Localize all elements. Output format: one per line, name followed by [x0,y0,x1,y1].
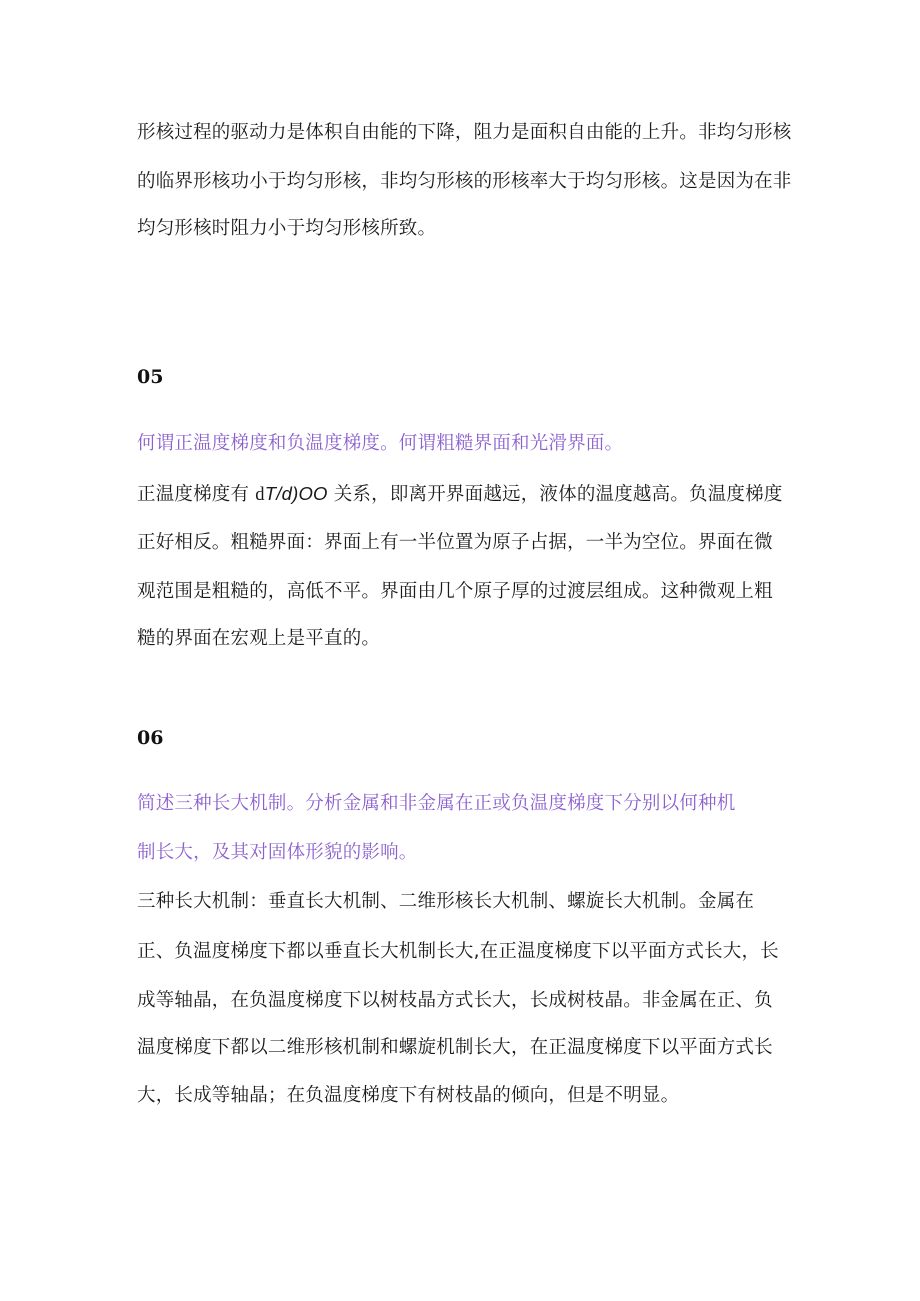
answer-05-formula: T/d)OO [264,483,328,504]
answer-06-line-3: 成等轴晶，在负温度梯度下以树枝晶方式长大，长成树枝晶。非金属在正、负 [137,990,773,1011]
answer-05-line-4: 糙的界面在宏观上是平直的。 [137,628,381,649]
intro-line-3: 均匀形核时阻力小于均匀形核所致。 [137,218,437,239]
answer-05-line-3: 观范围是粗糙的，高低不平。界面由几个原子厚的过渡层组成。这种微观上粗 [137,581,773,602]
answer-05-formula-d: d [255,485,265,505]
section-number-05: 05 [137,366,164,388]
intro-line-1: 形核过程的驱动力是体积自由能的下降，阻力是面积自由能的上升。非均匀形核 [137,122,792,143]
answer-06-line-5: 大，长成等轴晶；在负温度梯度下有树枝晶的倾向，但是不明显。 [137,1085,680,1106]
answer-05-line-1 [137,481,783,508]
answer-05-line-1-pre: 正温度梯度有 [137,484,250,505]
answer-05-line-1-post: 关系，即离开界面越远，液体的温度越高。负温度梯度 [333,484,783,505]
question-06-line-2: 制长大，及其对固体形貌的影响。 [137,842,418,863]
answer-06-line-4: 温度梯度下都以二维形核机制和螺旋机制长大，在正温度梯度下以平面方式长 [137,1037,773,1058]
intro-line-2: 的临界形核功小于均匀形核，非均匀形核的形核率大于均匀形核。这是因为在非 [137,171,792,192]
question-06-line-1: 简述三种长大机制。分析金属和非金属在正或负温度梯度下分别以何种机 [137,793,736,814]
answer-06-line-1: 三种长大机制：垂直长大机制、二维形核长大机制、螺旋长大机制。金属在 [137,891,755,912]
answer-05-line-2: 正好相反。粗糙界面：界面上有一半位置为原子占据，一半为空位。界面在微 [137,532,773,553]
answer-06-line-2: 正、负温度梯度下都以垂直长大机制长大,在正温度梯度下以平面方式长大，长 [137,941,779,962]
question-05: 何谓正温度梯度和负温度梯度。何谓粗糙界面和光滑界面。 [137,433,624,454]
section-number-06: 06 [137,727,164,749]
